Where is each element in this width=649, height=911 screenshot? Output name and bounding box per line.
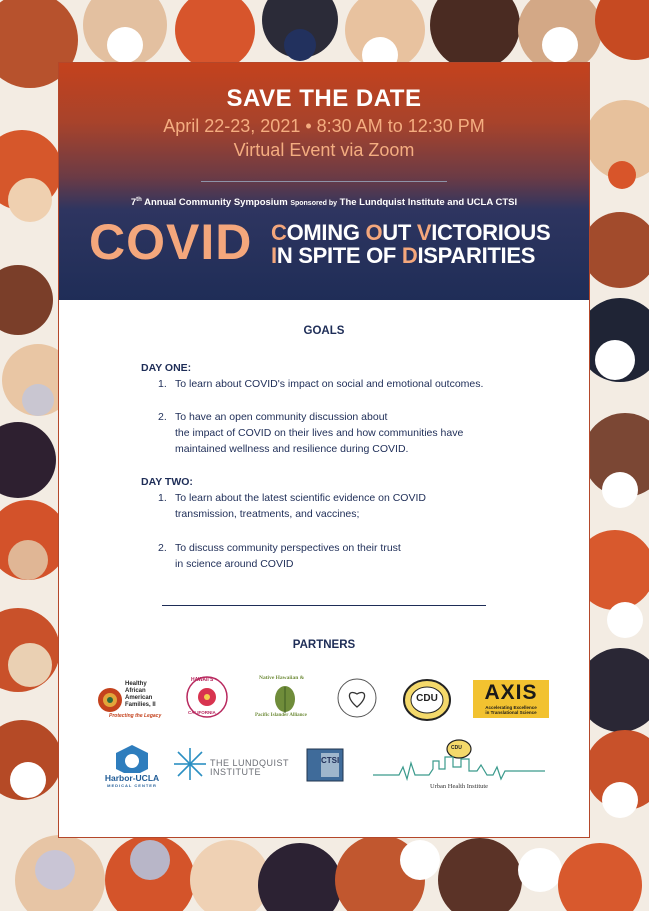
symposium-sponsors: The Lundquist Institute and UCLA CTSI bbox=[337, 197, 518, 209]
day-one-goal-2 bbox=[158, 409, 464, 457]
cdu-logo bbox=[402, 678, 452, 722]
axis-text-1: Accelerating Excellence bbox=[485, 705, 537, 710]
event-venue: Virtual Event via Zoom bbox=[233, 140, 415, 160]
symposium-line bbox=[59, 197, 589, 208]
tagline-line-2 bbox=[271, 244, 550, 267]
haaf-text-3: American bbox=[125, 695, 153, 701]
sponsored-by-label: Sponsored by bbox=[290, 200, 337, 208]
goal-text-line: the impact of COVID on their lives and how communities have bbox=[175, 427, 464, 439]
mental-wellness-logo bbox=[335, 675, 379, 721]
goal-text-line: transmission, treatments, and vaccines; bbox=[175, 508, 360, 520]
event-date-time: April 22-23, 2021 • 8:30 AM to 12:30 PM bbox=[163, 116, 485, 136]
goal-number: 1. bbox=[158, 492, 167, 504]
day-two-goal-1 bbox=[158, 490, 426, 522]
save-the-date-title: SAVE THE DATE bbox=[226, 85, 422, 112]
haaf-emblem-icon bbox=[97, 685, 123, 715]
goal-text-line: To learn about the latest scientific evidence on COVID bbox=[175, 492, 426, 504]
haaf-logo bbox=[97, 681, 175, 721]
nhpi-alliance-logo bbox=[255, 675, 315, 721]
day-one-goal-1 bbox=[158, 376, 484, 392]
hawaii-california-logo bbox=[185, 675, 229, 719]
goal-text-line: To discuss community perspectives on their trust bbox=[175, 542, 401, 554]
lundquist-text-1: THE LUNDQUIST bbox=[210, 758, 290, 768]
ctsi-text: CTSI bbox=[321, 756, 340, 765]
flyer-header bbox=[59, 63, 589, 300]
goals-heading: GOALS bbox=[303, 325, 345, 337]
tagline-text: UT bbox=[382, 220, 417, 245]
lundquist-text-2: INSTITUTE bbox=[210, 767, 261, 777]
tagline-text: ICTORIOUS bbox=[431, 220, 551, 245]
covid-wordmark: COVID bbox=[89, 214, 253, 270]
nhpi-text-2: Pacific Islander Alliance bbox=[255, 713, 307, 718]
covid-tagline bbox=[271, 221, 550, 267]
flyer-panel bbox=[58, 62, 590, 838]
goal-number: 1. bbox=[158, 378, 167, 390]
haaf-text-2: African bbox=[125, 688, 146, 694]
axis-title: AXIS bbox=[484, 681, 538, 704]
lundquist-starburst-icon bbox=[173, 747, 207, 781]
haaf-tagline: Protecting the Legacy bbox=[109, 713, 162, 719]
hawaii-text-bottom: CALIFORNIA bbox=[188, 710, 216, 715]
symposium-ordinal: 7 bbox=[130, 197, 137, 209]
urban-health-institute-logo bbox=[369, 739, 549, 795]
goal-number: 2. bbox=[158, 542, 167, 554]
harbor-ucla-emblem-icon bbox=[95, 743, 169, 773]
harbor-ucla-logo bbox=[95, 743, 169, 789]
tagline-initial: D bbox=[401, 243, 418, 268]
tagline-initial: C bbox=[271, 220, 287, 245]
day-two-label: DAY TWO: bbox=[141, 476, 193, 488]
haaf-text-4: Families, II bbox=[125, 702, 156, 708]
header-divider bbox=[201, 181, 447, 182]
tagline-initial: O bbox=[365, 220, 383, 245]
day-one-label: DAY ONE: bbox=[141, 362, 192, 374]
haaf-text-1: Healthy bbox=[125, 681, 147, 687]
goal-text-line: To have an open community discussion about bbox=[175, 411, 388, 423]
ctsi-cube-icon bbox=[303, 745, 347, 785]
harbor-ucla-name: Harbor-UCLA bbox=[104, 773, 160, 783]
tagline-line-1 bbox=[271, 221, 550, 244]
ucla-ctsi-logo bbox=[303, 745, 347, 785]
cdu-text: CDU bbox=[416, 693, 438, 704]
axis-logo bbox=[473, 680, 549, 718]
partners-heading: PARTNERS bbox=[292, 639, 356, 651]
heart-emblem-icon bbox=[335, 675, 379, 721]
harbor-ucla-sub: MEDICAL CENTER bbox=[107, 783, 157, 788]
symposium-title: Annual Community Symposium bbox=[141, 197, 291, 209]
goal-number: 2. bbox=[158, 411, 167, 423]
tagline-initial: I bbox=[271, 243, 277, 268]
uhi-name: Urban Health Institute bbox=[429, 783, 489, 790]
tagline-text: ISPARITIES bbox=[417, 243, 536, 268]
lundquist-institute-logo bbox=[173, 747, 293, 787]
goal-text-line: To learn about COVID's impact on social and emotional outcomes. bbox=[175, 378, 484, 390]
axis-text-2: in Translational Science bbox=[485, 710, 537, 715]
hawaii-text-top: HAWAII'S bbox=[191, 677, 214, 683]
section-divider bbox=[162, 605, 486, 606]
tagline-initial: V bbox=[416, 220, 432, 245]
tagline-text: N SPITE OF bbox=[276, 243, 402, 268]
day-two-goal-2 bbox=[158, 540, 401, 572]
tagline-text: OMING bbox=[286, 220, 366, 245]
nhpi-text-1: Native Hawaiian & bbox=[259, 675, 305, 681]
symposium-ordinal-suffix: th bbox=[136, 197, 142, 203]
uhi-badge-text: CDU bbox=[451, 745, 462, 751]
goal-text-line: in science around COVID bbox=[175, 558, 294, 570]
goal-text-line: maintained wellness and resilience during COVID. bbox=[175, 443, 409, 455]
